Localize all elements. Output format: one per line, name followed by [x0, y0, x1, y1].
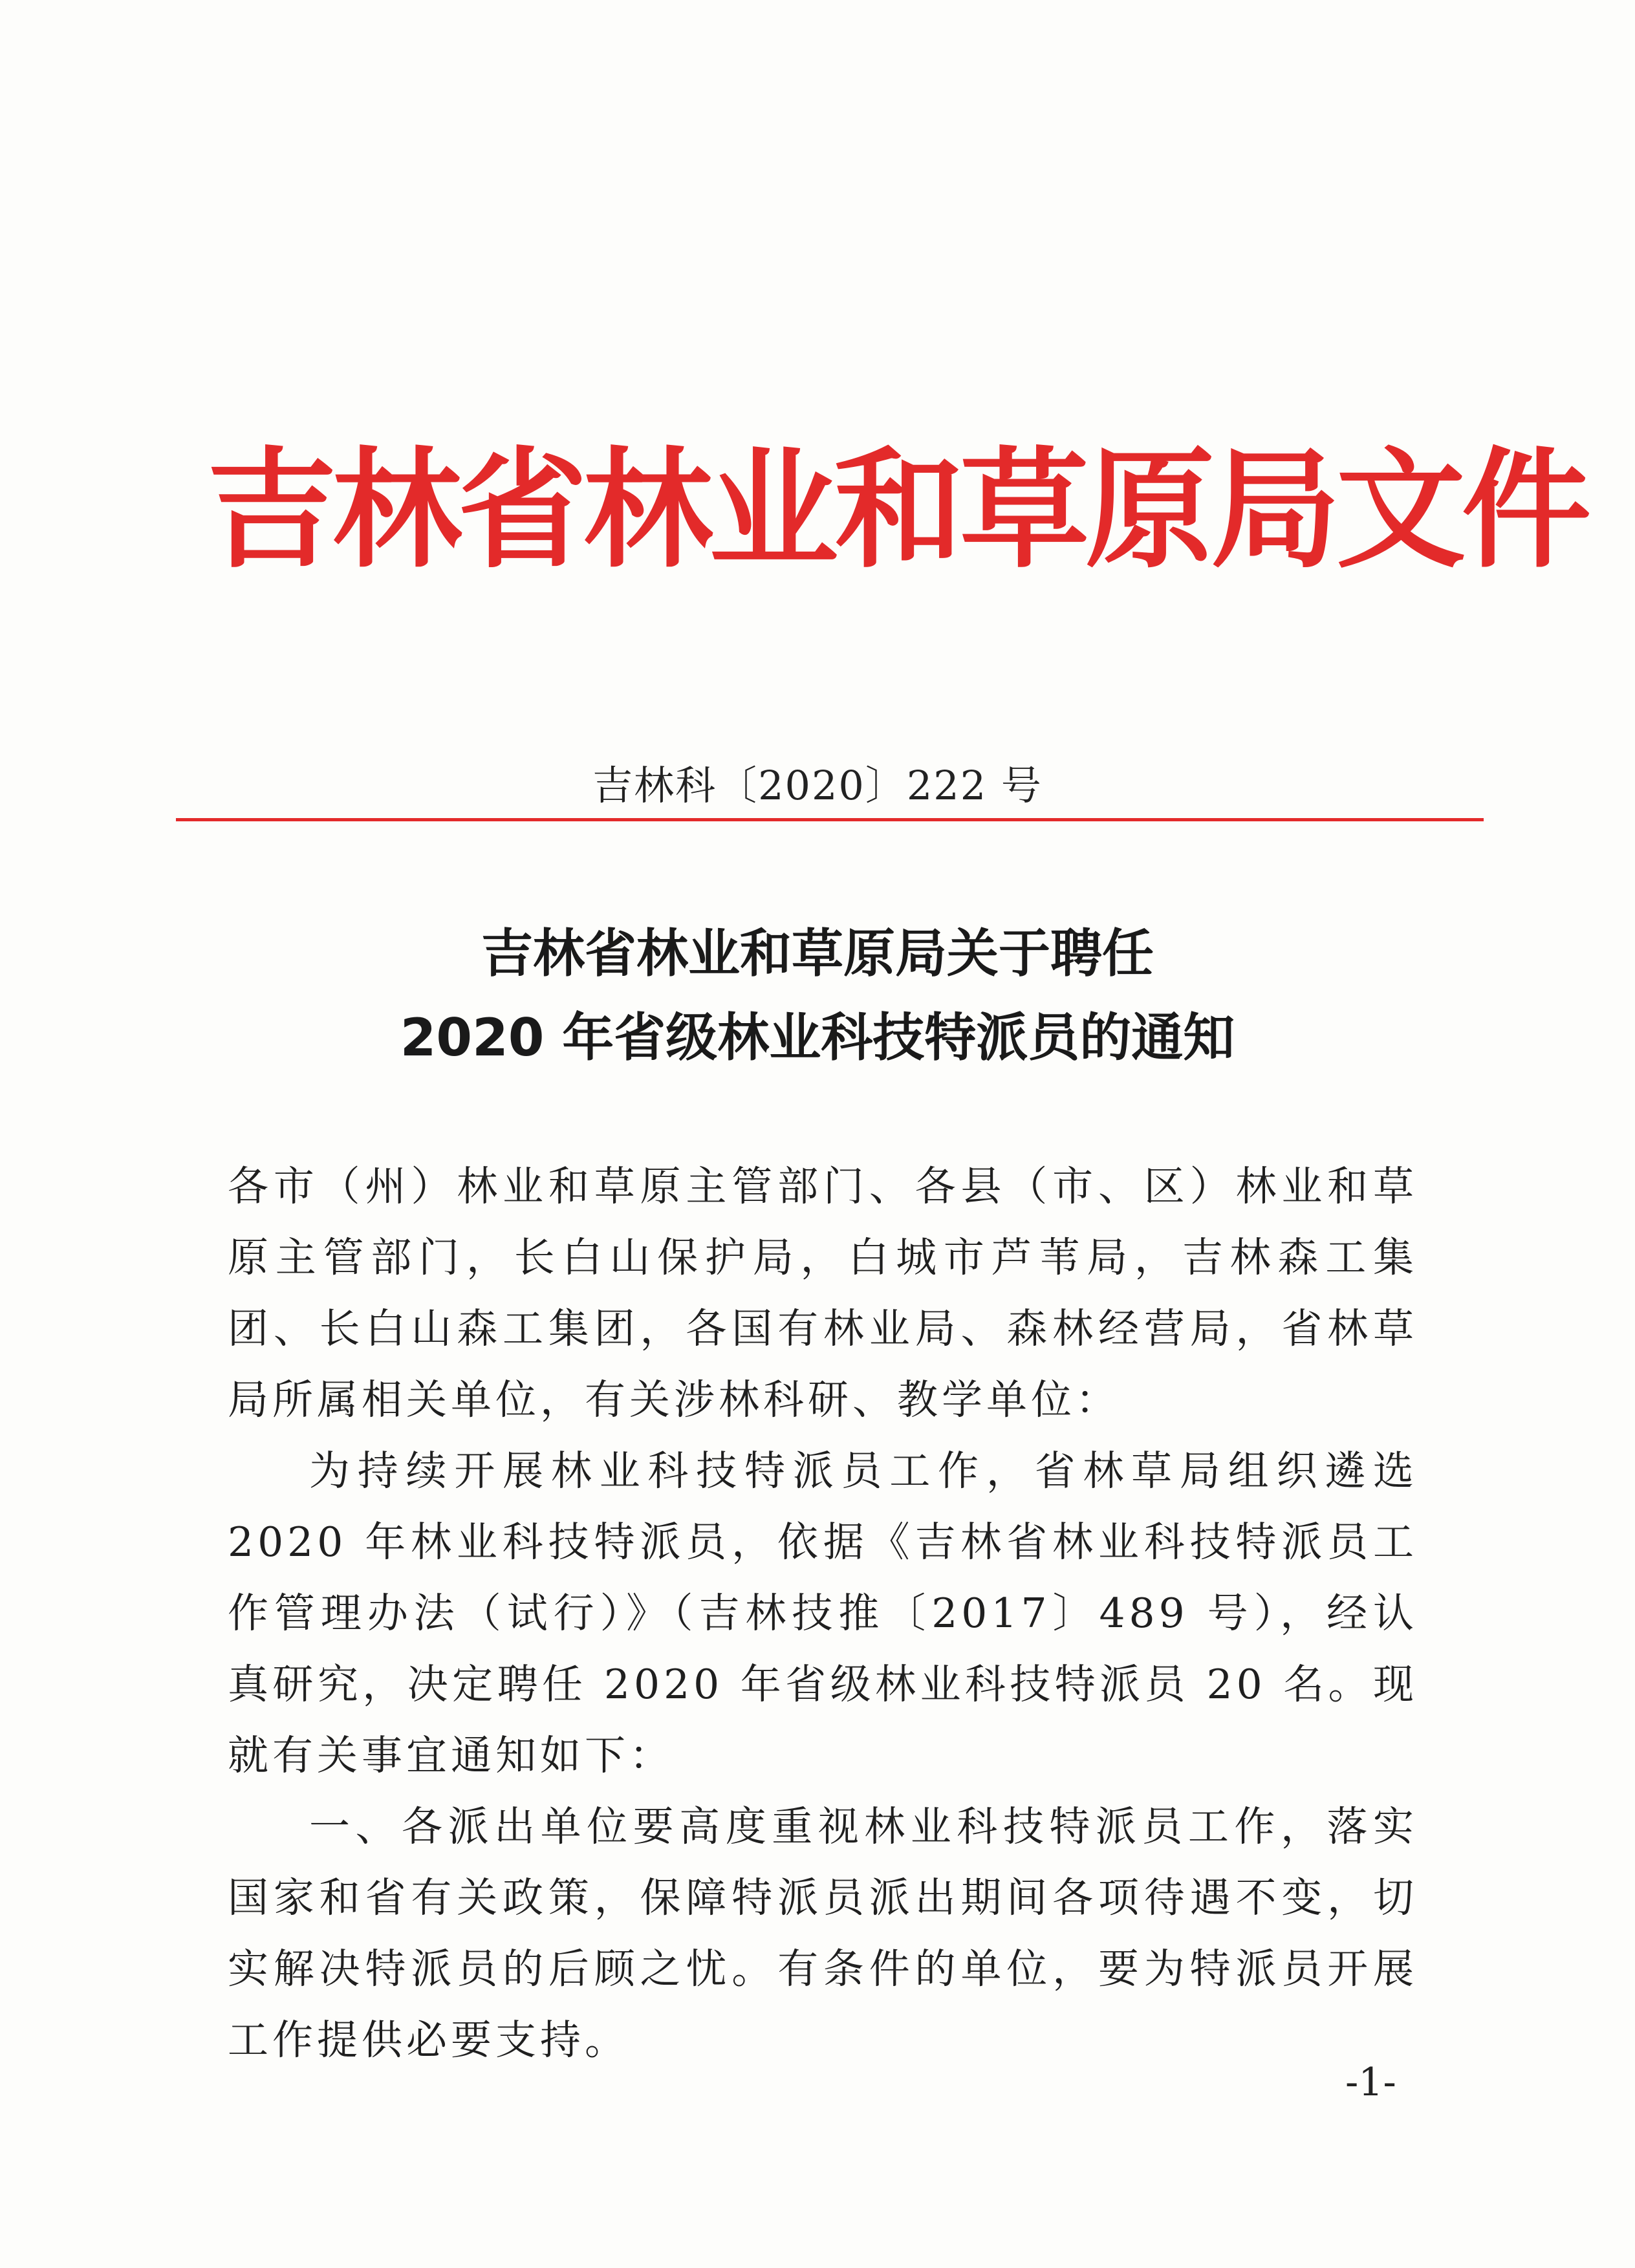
header-title: 吉林省林业和草原局文件 [207, 435, 1588, 586]
document-title [0, 912, 1635, 1080]
red-divider [176, 818, 1484, 821]
body-paragraph-2: 一、各派出单位要高度重视林业科技特派员工作，落实国家和省有关政策，保障特派员派出期间各项待遇不变，切实解决特派员的后顾之忧。有条件的单位，要为特派员开展工作提供必要支持。 [228, 1803, 1418, 2064]
document-body [228, 1151, 1418, 2076]
body-paragraph-1: 为持续开展林业科技特派员工作，省林草局组织遴选 2020 年林业科技特派员，依据《吉林省林业科技特派员工作管理办法（试行）》（吉林技推〔2017〕489 号），经认真研究，决定聘任 2020 年省级林业科技特派员 20 名。现就有关事宜通知如下： [228, 1447, 1418, 1779]
addressees: 各市（州）林业和草原主管部门、各县（市、区）林业和草原主管部门，长白山保护局，白城市芦苇局，吉林森工集团、长白山森工集团，各国有林业局、森林经营局，省林草局所属相关单位，有关涉林科研、教学单位： [228, 1163, 1418, 1423]
page-number: -1- [1345, 2060, 1396, 2105]
document-title-line-2: 2020 年省级林业科技特派员的通知 [400, 1008, 1235, 1068]
document-title-line-1: 吉林省林业和草原局关于聘任 [481, 923, 1154, 984]
document-number: 吉林科〔2020〕222 号 [592, 762, 1043, 809]
